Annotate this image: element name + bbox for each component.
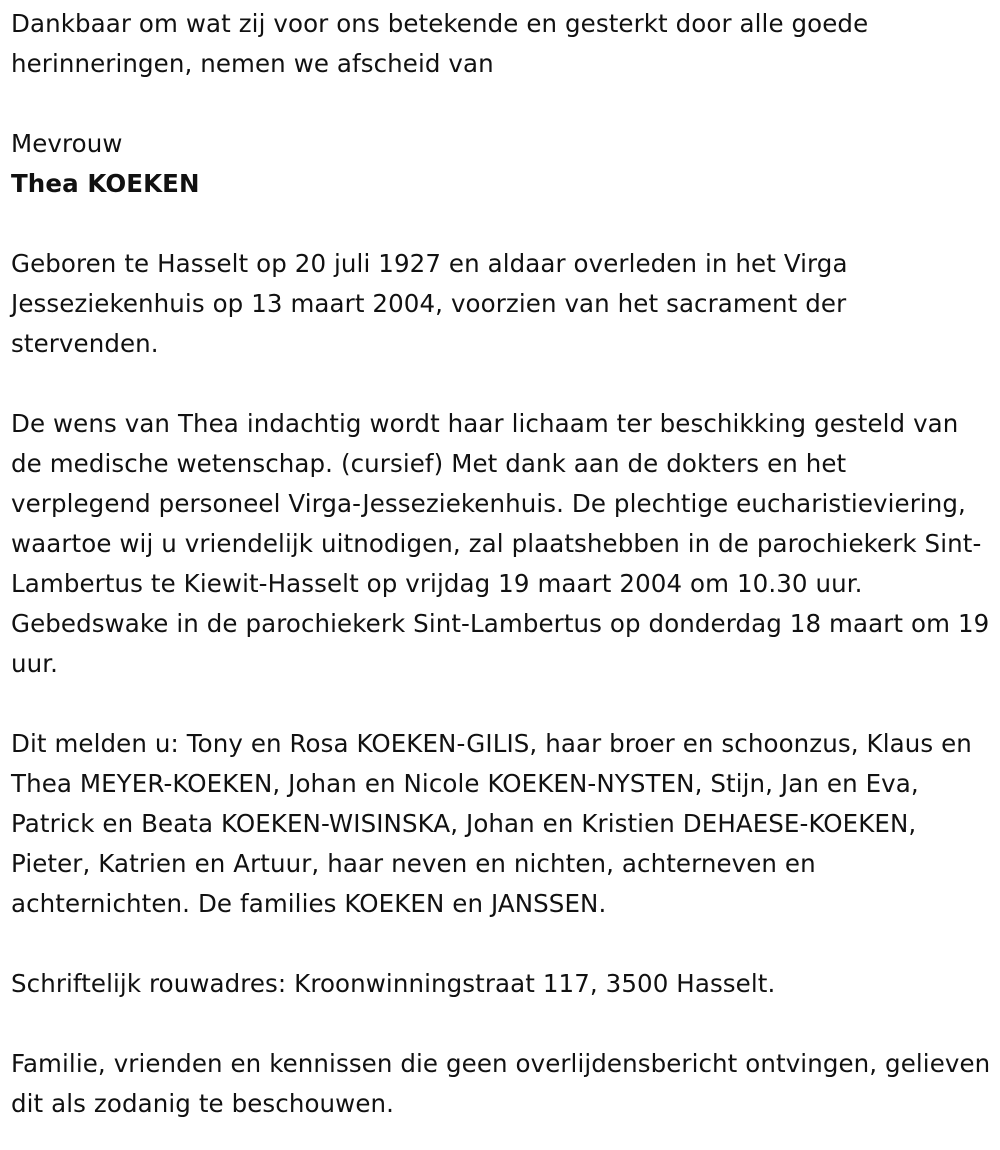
spacer bbox=[11, 924, 991, 964]
spacer bbox=[11, 684, 991, 724]
spacer bbox=[11, 84, 991, 124]
deceased-name: Thea KOEKEN bbox=[11, 169, 200, 198]
spacer bbox=[11, 1004, 991, 1044]
salutation: Mevrouw bbox=[11, 129, 123, 158]
announcers-paragraph: Dit melden u: Tony en Rosa KOEKEN-GILIS, haar broer en schoonzus, Klaus en Thea MEYER-KOEKEN, Johan en Nicole KOEKEN-NYSTEN, Stijn, Jan en Eva, Patrick en Beata KOEKEN-WISINSKA, Johan en Kristien DEHAESE-KOEKEN, Pieter, Katrien en Artuur, haar neven en nichten, achterneven en achternichten. De families KOEKEN en JANSSEN. bbox=[11, 729, 972, 918]
spacer bbox=[11, 204, 991, 244]
spacer bbox=[11, 364, 991, 404]
obituary-notice bbox=[11, 4, 991, 1124]
address-paragraph: Schriftelijk rouwadres: Kroonwinningstraat 117, 3500 Hasselt. bbox=[11, 969, 776, 998]
closing-paragraph: Familie, vrienden en kennissen die geen overlijdensbericht ontvingen, gelieven dit als zodanig te beschouwen. bbox=[11, 1049, 991, 1118]
service-paragraph: De wens van Thea indachtig wordt haar lichaam ter beschikking gesteld van de medische wetenschap. (cursief) Met dank aan de dokters en het verplegend personeel Virga-Jesseziekenhuis. De plechtige eucharistieviering, waartoe wij u vriendelijk uitnodigen, zal plaatshebben in de parochiekerk Sint-Lambertus te Kiewit-Hasselt op vrijdag 19 maart 2004 om 10.30 uur. Gebedswake in de parochiekerk Sint-Lambertus op donderdag 18 maart om 19 uur. bbox=[11, 409, 990, 678]
intro-paragraph: Dankbaar om wat zij voor ons betekende en gesterkt door alle goede herinneringen, nemen we afscheid van bbox=[11, 9, 869, 78]
birth-death-paragraph: Geboren te Hasselt op 20 juli 1927 en aldaar overleden in het Virga Jesseziekenhuis op 13 maart 2004, voorzien van het sacrament der stervenden. bbox=[11, 249, 848, 358]
